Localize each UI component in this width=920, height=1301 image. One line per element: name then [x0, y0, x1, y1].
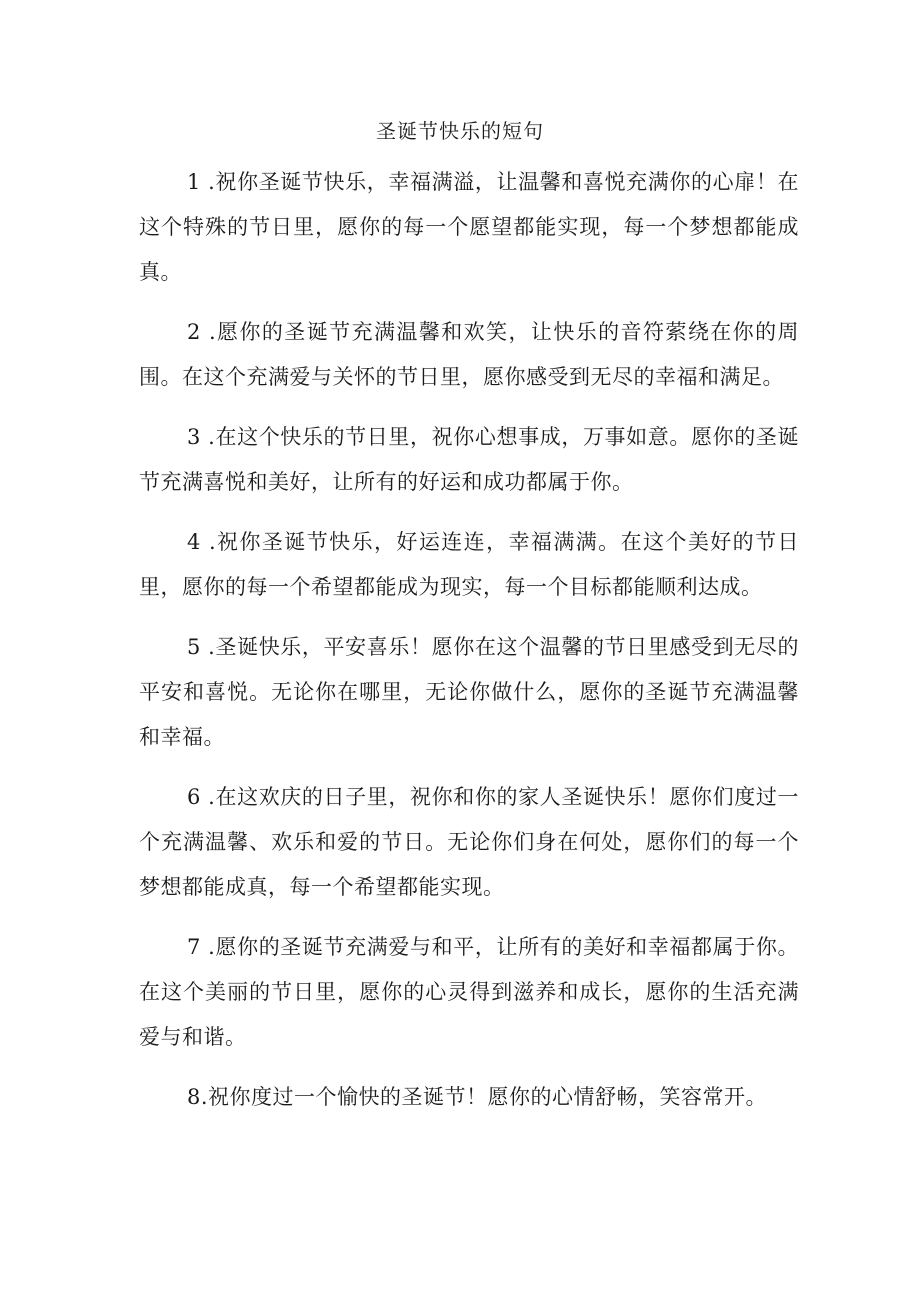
paragraph-number: 4 [187, 530, 201, 554]
paragraph-number: 3 [187, 425, 201, 449]
paragraph-text: .在这个快乐的节日里，祝你心想事成，万事如意。愿你的圣诞节充满喜悦和美好，让所有的好运和成功都属于你。 [139, 425, 799, 494]
paragraph-text: .在这欢庆的日子里，祝你和你的家人圣诞快乐！愿你们度过一个充满温馨、欢乐和爱的节日。无论你们身在何处，愿你们的每一个梦想都能成真，每一个希望都能实现。 [139, 785, 799, 899]
paragraph-3 [139, 415, 799, 505]
paragraph-4 [139, 520, 799, 610]
paragraph-5 [139, 625, 799, 760]
paragraph-number: 6 [187, 785, 201, 809]
paragraph-1 [139, 160, 799, 295]
paragraph-number: 1 [187, 170, 201, 194]
paragraph-text: .祝你圣诞节快乐，好运连连，幸福满满。在这个美好的节日里，愿你的每一个希望都能成为现实，每一个目标都能顺利达成。 [139, 530, 799, 599]
paragraph-number: 7 [187, 935, 201, 959]
document-body [139, 160, 799, 1135]
paragraph-2 [139, 310, 799, 400]
paragraph-8 [139, 1075, 799, 1120]
paragraph-7 [139, 925, 799, 1060]
paragraph-number: 8 [187, 1085, 201, 1109]
paragraph-text: .圣诞快乐，平安喜乐！愿你在这个温馨的节日里感受到无尽的平安和喜悦。无论你在哪里，无论你做什么，愿你的圣诞节充满温馨和幸福。 [139, 635, 799, 749]
paragraph-number: 5 [187, 635, 201, 659]
paragraph-text: .愿你的圣诞节充满温馨和欢笑，让快乐的音符萦绕在你的周围。在这个充满爱与关怀的节日里，愿你感受到无尽的幸福和满足。 [139, 320, 799, 389]
paragraph-text: .祝你圣诞节快乐，幸福满溢，让温馨和喜悦充满你的心扉！在这个特殊的节日里，愿你的每一个愿望都能实现，每一个梦想都能成真。 [139, 170, 799, 284]
paragraph-text: .愿你的圣诞节充满爱与和平，让所有的美好和幸福都属于你。在这个美丽的节日里，愿你的心灵得到滋养和成长，愿你的生活充满爱与和谐。 [139, 935, 799, 1049]
document-title: 圣诞节快乐的短句 [376, 119, 544, 143]
paragraph-number: 2 [187, 320, 201, 344]
paragraph-text: .祝你度过一个愉快的圣诞节！愿你的心情舒畅，笑容常开。 [200, 1085, 768, 1109]
paragraph-6 [139, 775, 799, 910]
